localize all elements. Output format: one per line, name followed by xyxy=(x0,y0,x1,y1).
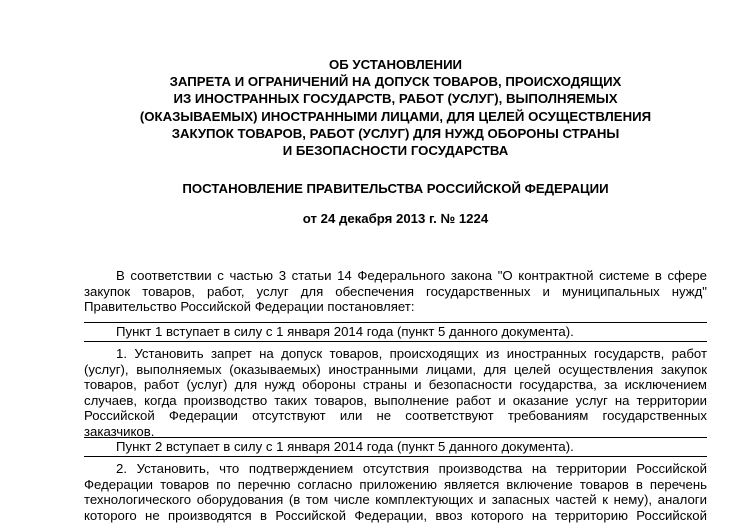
title-line: ЗАПРЕТА И ОГРАНИЧЕНИЙ НА ДОПУСК ТОВАРОВ, ПРОИСХОДЯЩИХ xyxy=(169,74,622,90)
paragraph-line: заказчиков. xyxy=(84,423,155,439)
paragraph-line: (услуг), выполняемых (оказываемых) иностранными лицами, для целей осуществления закупок xyxy=(84,361,707,377)
title-line: ОБ УСТАНОВЛЕНИИ xyxy=(328,57,463,72)
clause-1-paragraph xyxy=(84,346,707,440)
document-title xyxy=(84,56,707,159)
paragraph-line: 1. Установить запрет на допуск товаров, происходящих из иностранных государств, работ xyxy=(116,346,707,361)
document-date: от 24 декабря 2013 г. № 1224 xyxy=(302,211,489,226)
paragraph-line: В соответствии с частью 3 статьи 14 Федерального закона "О контрактной системе в сфере xyxy=(116,268,707,283)
title-line: (ОКАЗЫВАЕМЫХ) ИНОСТРАННЫМИ ЛИЦАМИ, ДЛЯ ЦЕЛЕЙ ОСУЩЕСТВЛЕНИЯ xyxy=(139,108,652,124)
title-line: И БЕЗОПАСНОСТИ ГОСУДАРСТВА xyxy=(282,143,509,159)
effective-date-note: Пункт 1 вступает в силу с 1 января 2014 года (пункт 5 данного документа). xyxy=(116,324,574,339)
section-divider xyxy=(84,437,707,438)
section-divider xyxy=(84,341,707,342)
document-type: ПОСТАНОВЛЕНИЕ ПРАВИТЕЛЬСТВА РОССИЙСКОЙ ФЕДЕРАЦИИ xyxy=(182,181,609,196)
section-divider xyxy=(84,322,707,323)
paragraph-line: товаров, работ (услуг) для нужд обороны страны и безопасности государства, за исключением xyxy=(84,377,707,393)
paragraph-line: закупок товаров, работ, услуг для обеспечения государственных и муниципальных нужд" xyxy=(84,283,707,299)
title-line: ЗАКУПОК ТОВАРОВ, РАБОТ (УСЛУГ) ДЛЯ НУЖД ОБОРОНЫ СТРАНЫ xyxy=(171,125,620,141)
paragraph-line: которого не производятся в Российской Федерации, ввоз которого на территорию Российской xyxy=(84,507,707,523)
effective-date-note: Пункт 2 вступает в силу с 1 января 2014 года (пункт 5 данного документа). xyxy=(116,439,574,454)
paragraph-line: случаев, когда производство таких товаров, выполнение работ и оказание услуг на территории xyxy=(84,392,707,408)
paragraph-line: Правительство Российской Федерации постановляет: xyxy=(84,299,415,315)
title-line: ИЗ ИНОСТРАННЫХ ГОСУДАРСТВ, РАБОТ (УСЛУГ), ВЫПОЛНЯЕМЫХ xyxy=(173,91,618,107)
clause-2-paragraph xyxy=(84,461,707,523)
section-divider xyxy=(84,456,707,457)
preamble-paragraph xyxy=(84,268,707,315)
paragraph-line: Федерации товаров по перечню согласно приложению является включение товаров в перечень xyxy=(84,476,707,492)
paragraph-line: технологического оборудования (в том числе комплектующих и запасных частей к нему), аналоги xyxy=(84,492,707,508)
paragraph-line: Российской Федерации отсутствуют или не соответствуют требованиям государственных xyxy=(84,408,707,424)
paragraph-line: 2. Установить, что подтверждением отсутствия производства на территории Российской xyxy=(116,461,707,476)
